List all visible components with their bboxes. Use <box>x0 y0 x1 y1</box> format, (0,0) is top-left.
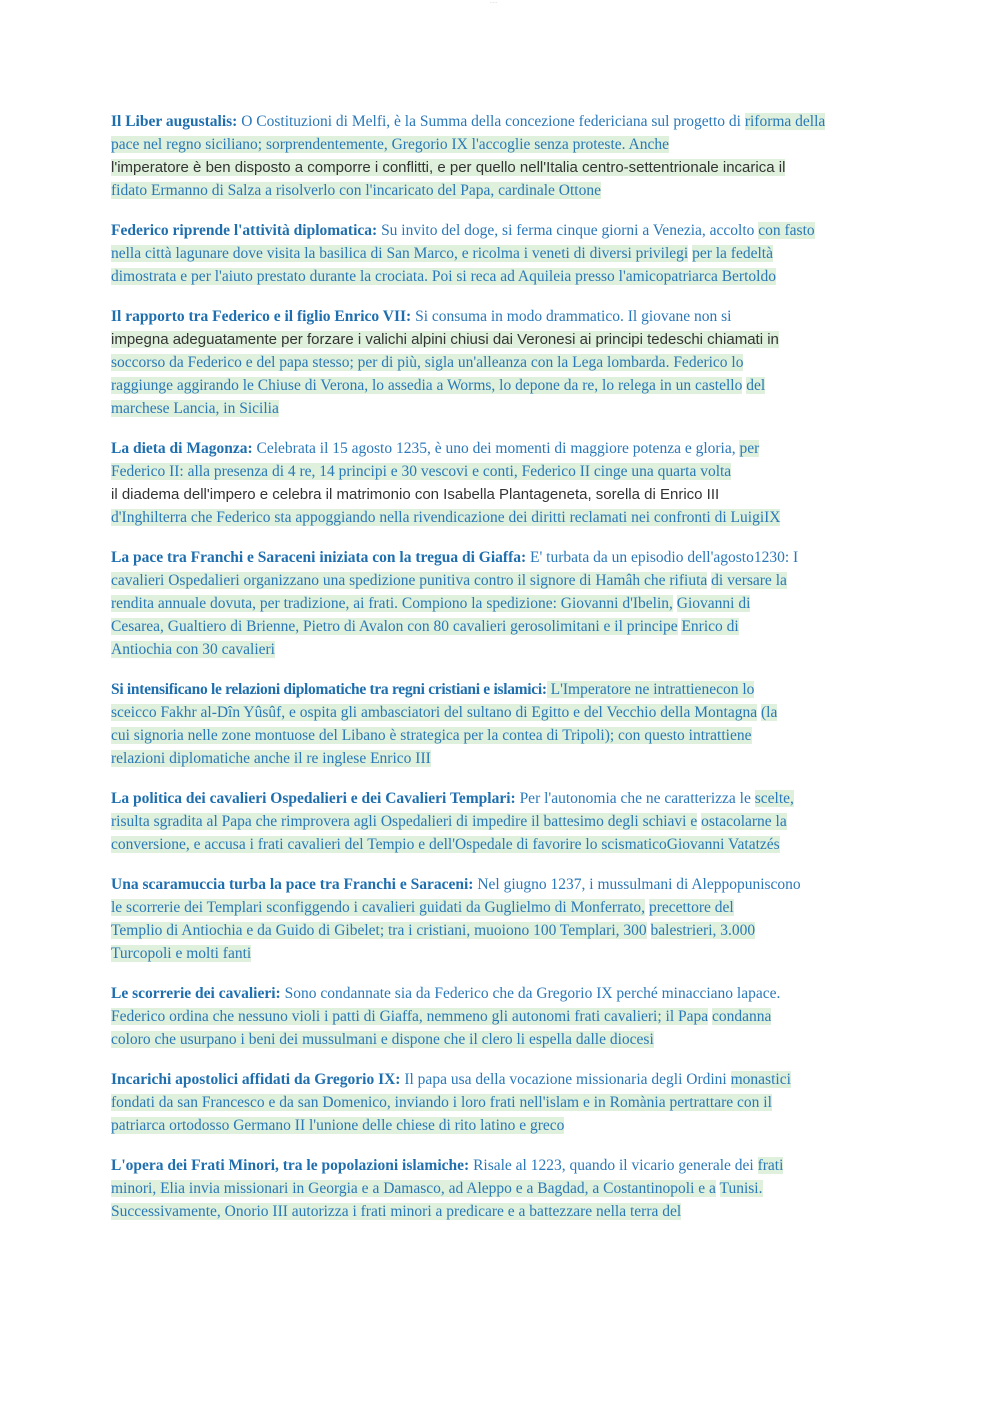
highlighted-text: riforma della <box>744 113 826 130</box>
highlighted-text: dimostrata e per l'aiuto prestato durante la crociata. Poi si reca ad Aquileia presso l'amicopatriarca Bertoldo <box>111 268 776 285</box>
paragraph <box>111 1154 901 1223</box>
highlighted-text: Giovanni di <box>676 595 751 612</box>
highlighted-text: l'imperatore è ben disposto a comporre i conflitti, e per quello nell'Italia centro-settentrionale incarica il <box>111 159 786 176</box>
text-line <box>111 1091 901 1114</box>
highlighted-text: Cesarea, Gualtiero di Brienne, Pietro di Avalon con 80 cavalieri gerosolimitani e il principe <box>111 618 678 635</box>
paragraph-title: La dieta di Magonza: <box>111 440 253 457</box>
highlighted-text: rendita annuale dovuta, per tradizione, ai frati. Compiono la spedizione: Giovanni d'Ibelin, <box>111 595 673 612</box>
text-line <box>111 1028 901 1051</box>
paragraph-title: Si intensificano le relazioni diplomatiche tra regni cristiani e islamici: <box>111 681 547 698</box>
body-text: Risale al 1223, quando il vicario generale dei <box>469 1157 758 1174</box>
highlighted-text: marchese Lancia, in Sicilia <box>111 400 279 417</box>
highlighted-text: scelte, <box>754 790 794 807</box>
text-line <box>111 506 901 529</box>
highlighted-text: patriarca ortodosso Germano II l'unione delle chiese di rito latino e greco <box>111 1117 565 1134</box>
paragraph <box>111 982 901 1051</box>
highlighted-text: raggiunge aggirando le Chiuse di Verona, lo assedia a Worms, lo depone da re, lo relega in un castello <box>111 377 743 394</box>
highlighted-text: Federico II: alla presenza di 4 re, 14 principi e 30 vescovi e conti, Federico II cinge una quarta volta <box>111 463 732 480</box>
body-text <box>716 1180 720 1197</box>
text-line <box>111 873 901 896</box>
text-line <box>111 678 901 701</box>
body-text: Su invito del doge, si ferma cinque giorni a Venezia, accolto <box>377 222 759 239</box>
highlighted-text: di versare la <box>711 572 787 589</box>
paragraph-title: L'opera dei Frati Minori, tra le popolazioni islamiche: <box>111 1157 470 1174</box>
text-line <box>111 110 901 133</box>
body-text: Sono condannate sia da Federico che da Gregorio IX perché minacciano lapace. <box>280 985 781 1002</box>
highlighted-text: per <box>739 440 760 457</box>
highlighted-text: nella città lagunare dove visita la basilica di San Marco, e ricolma i veneti di diversi privilegi <box>111 245 689 262</box>
highlighted-text: Turcopoli e molti fanti <box>111 945 252 962</box>
highlighted-text: fondati da san Francesco e da san Domenico, inviando i loro frati nell'islam e in Romània pertrattare con il <box>111 1094 772 1111</box>
text-line <box>111 1154 901 1177</box>
highlighted-text: coloro che usurpano i beni dei mussulmani e dispone che il clero li espella dalle diocesi <box>111 1031 654 1048</box>
text-line <box>111 982 901 1005</box>
body-text <box>647 922 651 939</box>
paragraph <box>111 437 901 529</box>
highlighted-text: conversione, e accusa i frati cavalieri del Tempio e dell'Ospedale di favorire lo scismaticoGiovanni Vatatzés <box>111 836 780 853</box>
text-line <box>111 133 901 156</box>
text-line <box>111 701 901 724</box>
highlighted-text: balestrieri, 3.000 <box>650 922 756 939</box>
text-line <box>111 1200 901 1223</box>
highlighted-text: Templio di Antiochia e da Guido di Gibelet; tra i cristiani, muoiono 100 Templari, 300 <box>111 922 647 939</box>
highlighted-text: del <box>746 377 766 394</box>
text-line <box>111 810 901 833</box>
highlighted-text: impegna adeguatamente per forzare i valichi alpini chiusi dai Veronesi ai principi tedeschi chiamati in <box>111 331 779 348</box>
highlighted-text: Federico ordina che nessuno violi i patti di Giaffa, nemmeno gli autonomi frati cavalieri; il Papa <box>111 1008 709 1025</box>
body-text: Celebrata il 15 agosto 1235, è uno dei momenti di maggiore potenza e gloria, <box>252 440 740 457</box>
text-line <box>111 156 901 179</box>
header-mark: ~·~·~ <box>490 0 498 4</box>
highlighted-text: questo intrattiene <box>644 727 752 744</box>
text-line <box>111 546 901 569</box>
highlighted-text: minori, Elia invia missionari in Georgia e a Damasco, ad Aleppo e a Bagdad, a Costantinopoli e a <box>111 1180 716 1197</box>
highlighted-text: monastici <box>730 1071 791 1088</box>
highlighted-text: condanna <box>712 1008 772 1025</box>
highlighted-text: relazioni diplomatiche anche il re inglese Enrico III <box>111 750 431 767</box>
paragraph-title: Le scorrerie dei cavalieri: <box>111 985 281 1002</box>
highlighted-text: con fasto <box>758 222 815 239</box>
highlighted-text: frati <box>757 1157 784 1174</box>
text-line <box>111 179 901 202</box>
paragraph <box>111 546 901 661</box>
text-line <box>111 615 901 638</box>
highlighted-text: d'Inghilterra che Federico sta appoggiando nella rivendicazione dei diritti reclamati nei confronti di LuigiIX <box>111 509 781 526</box>
text-line <box>111 437 901 460</box>
text-line <box>111 638 901 661</box>
highlighted-text: per la fedeltà <box>692 245 773 262</box>
text-line <box>111 242 901 265</box>
highlighted-text: Tunisi. <box>719 1180 763 1197</box>
body-text: O Costituzioni di Melfi, è la Summa della concezione federiciana sul progetto di <box>237 113 745 130</box>
paragraph <box>111 678 901 770</box>
text-line <box>111 483 901 506</box>
paragraph <box>111 110 901 202</box>
highlighted-text: Montagna <box>694 704 758 721</box>
paragraph <box>111 787 901 856</box>
paragraph-title: Una scaramuccia turba la pace tra Franchi e Saraceni: <box>111 876 474 893</box>
body-text: il diadema dell'impero e celebra il matrimonio con Isabella Plantageneta, sorella di Enrico III <box>111 486 720 503</box>
highlighted-text: Antiochia con 30 cavalieri <box>111 641 275 658</box>
document-body <box>111 110 901 1240</box>
paragraph <box>111 873 901 965</box>
highlighted-text: soccorso da Federico e del papa stesso; per di più, sigla un'alleanza con la Lega lombarda. Federico lo <box>111 354 744 371</box>
paragraph <box>111 305 901 420</box>
paragraph-title: Il Liber augustalis: <box>111 113 238 130</box>
paragraph-title: La politica dei cavalieri Ospedalieri e dei Cavalieri Templari: <box>111 790 516 807</box>
highlighted-text: Enrico di <box>681 618 739 635</box>
text-line <box>111 265 901 288</box>
text-line <box>111 328 901 351</box>
highlighted-text: sceicco Fakhr al-Dîn Yûsûf, e ospita gli ambasciatori del sultano di Egitto e del Vecchio della <box>111 704 695 721</box>
text-line <box>111 1068 901 1091</box>
text-line <box>111 896 901 919</box>
text-line <box>111 1005 901 1028</box>
body-text: Il papa usa della vocazione missionaria degli Ordini <box>400 1071 731 1088</box>
text-line <box>111 592 901 615</box>
text-line <box>111 747 901 770</box>
paragraph-title: Incarichi apostolici affidati da Gregorio IX: <box>111 1071 401 1088</box>
text-line <box>111 219 901 242</box>
body-text: Nel giugno 1237, i mussulmani di Aleppopuniscono <box>473 876 801 893</box>
highlighted-text: fidato Ermanno di Salza a risolverlo con l'incaricato del Papa, cardinale Ottone <box>111 182 601 199</box>
text-line <box>111 305 901 328</box>
paragraph-title: Il rapporto tra Federico e il figlio Enrico VII: <box>111 308 412 325</box>
body-text: Per l'autonomia che ne caratterizza le <box>515 790 755 807</box>
highlighted-text: pace nel regno siciliano; sorprendentemente, Gregorio IX l'accoglie senza proteste. Anche <box>111 136 669 153</box>
text-line <box>111 569 901 592</box>
highlighted-text: cui signoria nelle zone montuose del Libano è strategica per la contea di Tripoli); con <box>111 727 645 744</box>
paragraph <box>111 219 901 288</box>
highlighted-text: L'Imperatore ne intrattienecon lo <box>546 681 755 698</box>
paragraph <box>111 1068 901 1137</box>
highlighted-text: precettore del <box>648 899 734 916</box>
text-line <box>111 724 901 747</box>
text-line <box>111 351 901 374</box>
highlighted-text: (la <box>760 704 778 721</box>
paragraph-title: La pace tra Franchi e Saraceni iniziata con la tregua di Giaffa: <box>111 549 527 566</box>
text-line <box>111 919 901 942</box>
highlighted-text: Successivamente, Onorio III autorizza i frati minori a predicare e a battezzare nella terra del <box>111 1203 682 1220</box>
paragraph-title: Federico riprende l'attività diplomatica: <box>111 222 378 239</box>
highlighted-text: ostacolarne la <box>701 813 787 830</box>
body-text: Si consuma in modo drammatico. Il giovane non si <box>411 308 732 325</box>
text-line <box>111 397 901 420</box>
body-text: E' turbata da un episodio dell'agosto1230: I <box>526 549 799 566</box>
text-line <box>111 942 901 965</box>
text-line <box>111 1177 901 1200</box>
highlighted-text: cavalieri Ospedalieri organizzano una spedizione punitiva contro il signore di Hamâh che rifiuta <box>111 572 708 589</box>
highlighted-text: le scorrerie dei Templari sconfiggendo i cavalieri guidati da Guglielmo di Monferrato, <box>111 899 646 916</box>
text-line <box>111 787 901 810</box>
highlighted-text: risulta sgradita al Papa che rimprovera agli Ospedalieri di impedire il battesimo degli schiavi e <box>111 813 698 830</box>
text-line <box>111 460 901 483</box>
text-line <box>111 833 901 856</box>
text-line <box>111 1114 901 1137</box>
text-line <box>111 374 901 397</box>
